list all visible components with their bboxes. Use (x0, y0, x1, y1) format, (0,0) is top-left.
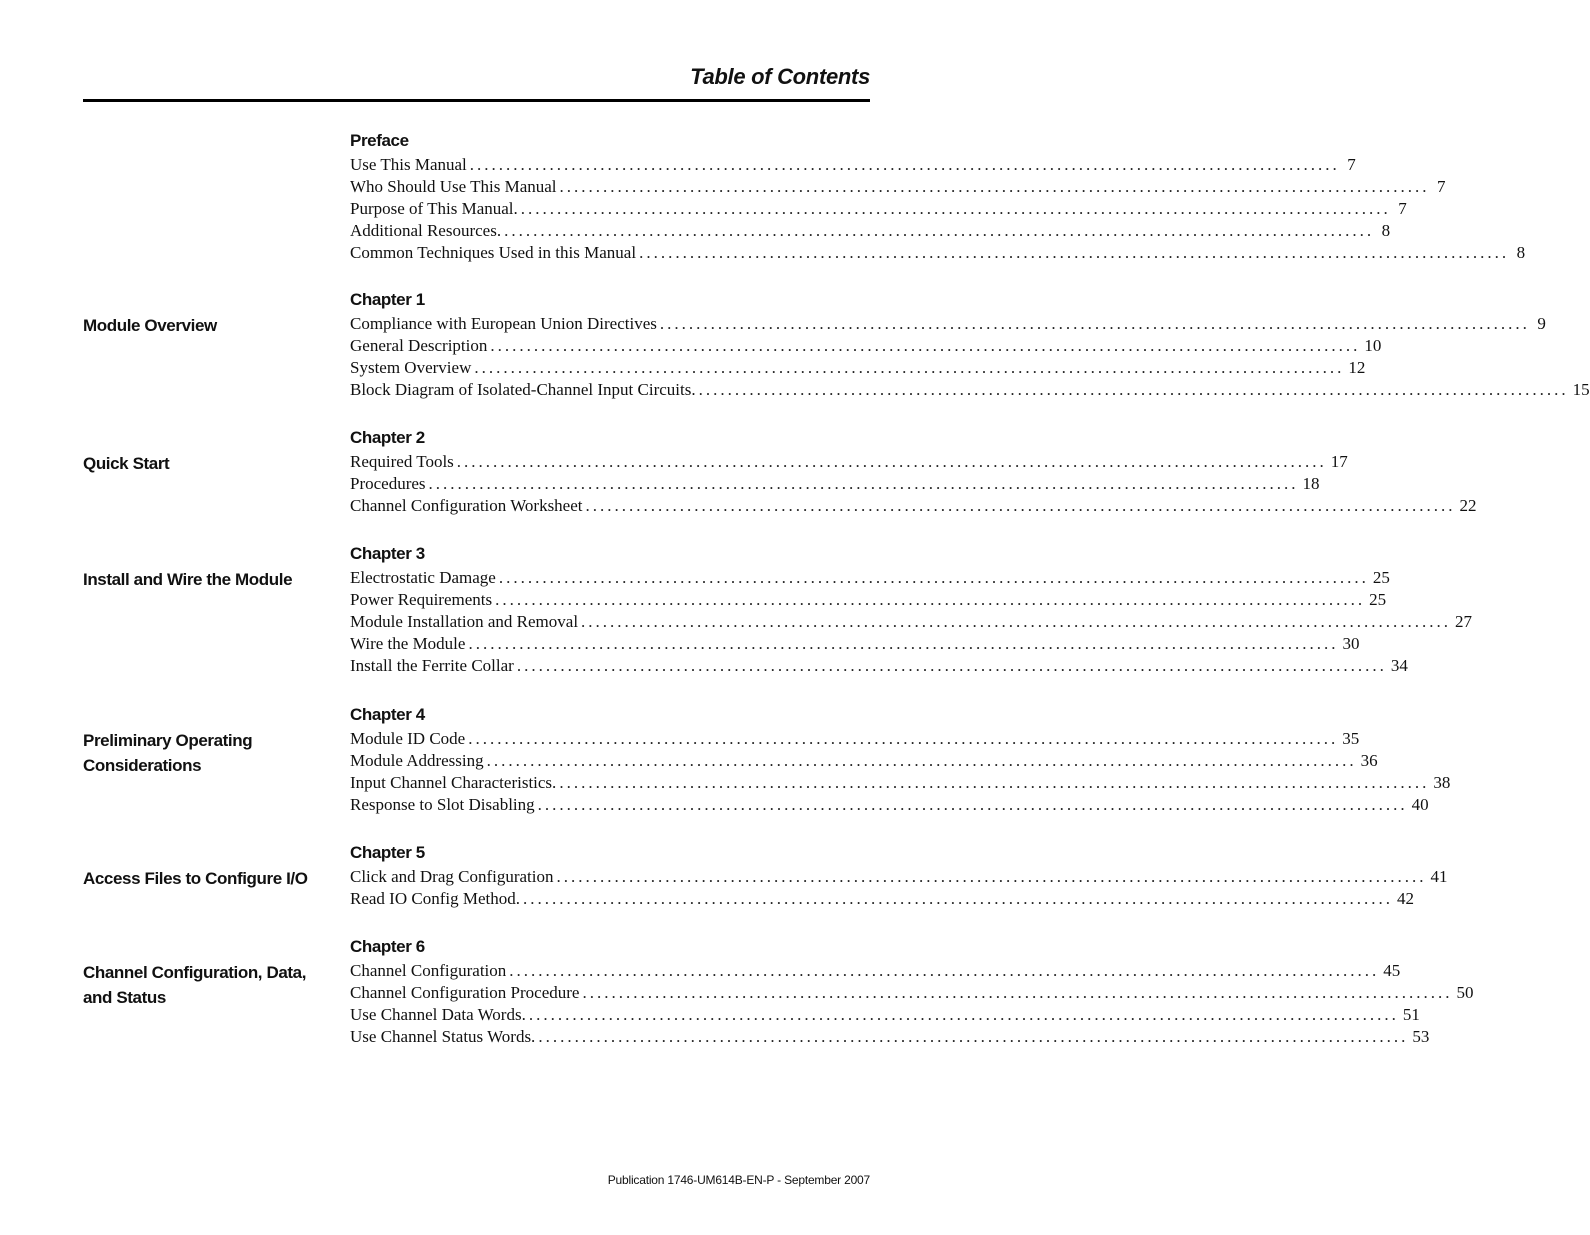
dot-leader: ........................................................................................................................ (520, 199, 1391, 218)
toc-entry-label: Procedures (350, 474, 426, 493)
dot-leader: ........................................................................................................................ (585, 496, 1456, 515)
toc-entry-label: General Description (350, 336, 488, 355)
section-heading: Chapter 2 (350, 428, 425, 447)
toc-entry[interactable] (350, 982, 1474, 1004)
toc-entry[interactable] (350, 451, 1348, 473)
toc-entry[interactable] (350, 357, 1366, 379)
chapter-title: Module Overview (83, 316, 217, 335)
section-heading: Chapter 4 (350, 705, 425, 724)
section-heading: Chapter 3 (350, 544, 425, 563)
dot-leader: ........................................................................................................................ (468, 634, 1339, 653)
toc-entry[interactable] (350, 495, 1477, 517)
toc-entry[interactable] (350, 1026, 1430, 1048)
dot-leader: ........................................................................................................................ (559, 773, 1430, 792)
section-heading: Preface (350, 131, 409, 150)
dot-leader: ........................................................................................................................ (428, 474, 1299, 493)
toc-entry-label: Compliance with European Union Directives (350, 314, 657, 333)
chapter-title: Channel Configuration, Data, and Status (83, 963, 307, 1007)
toc-entry-page: 45 (1383, 961, 1401, 980)
toc-entry-page: 17 (1330, 452, 1348, 471)
toc-entry[interactable] (350, 379, 1590, 401)
toc-entry-page: 51 (1402, 1005, 1420, 1024)
toc-entry[interactable] (350, 728, 1360, 750)
toc-entry-page: 25 (1372, 568, 1390, 587)
dot-leader: ........................................................................................................................ (456, 452, 1327, 471)
toc-entry[interactable] (350, 220, 1391, 242)
section-heading: Chapter 6 (350, 937, 425, 956)
toc-entry-page: 40 (1411, 795, 1429, 814)
toc-entry-label: Block Diagram of Isolated-Channel Input Circuits. (350, 380, 696, 399)
toc-entry-page: 10 (1364, 336, 1382, 355)
toc-entry-page: 41 (1430, 867, 1448, 886)
toc-entry-page: 9 (1537, 314, 1546, 333)
toc-entry-page: 53 (1412, 1027, 1430, 1046)
toc-entry[interactable] (350, 473, 1320, 495)
toc-entry-page: 30 (1342, 634, 1360, 653)
toc-entry-page: 22 (1459, 496, 1477, 515)
toc-entry-label: Electrostatic Damage (350, 568, 496, 587)
toc-entry[interactable] (350, 154, 1356, 176)
toc-entry-page: 27 (1455, 612, 1473, 631)
dot-leader: ........................................................................................................................ (698, 380, 1569, 399)
dot-leader: ........................................................................................................................ (581, 612, 1452, 631)
toc-entry[interactable] (350, 1004, 1420, 1026)
toc-entry-page: 15 (1572, 380, 1590, 399)
section-heading: Chapter 1 (350, 290, 425, 309)
toc-entry-page: 8 (1516, 243, 1526, 262)
toc-entry-page: 38 (1433, 773, 1451, 792)
toc-entry-label: Module Installation and Removal (350, 612, 579, 631)
dot-leader: ........................................................................................................................ (474, 358, 1345, 377)
toc-entry-page: 7 (1347, 155, 1356, 174)
toc-entry-label: Channel Configuration Procedure (350, 983, 580, 1002)
toc-entry-page: 35 (1342, 729, 1360, 748)
toc-entry-label: Required Tools (350, 452, 454, 471)
toc-entry-label: Read IO Config Method. (350, 889, 520, 908)
dot-leader: ........................................................................................................................ (522, 889, 1393, 908)
dot-leader: ........................................................................................................................ (516, 656, 1387, 675)
toc-entry[interactable] (350, 567, 1390, 589)
publication-footer: Publication 1746-UM614B-EN-P - September 2007 (607, 1173, 870, 1187)
toc-entry-label: Module Addressing (350, 751, 484, 770)
toc-entry-page: 12 (1348, 358, 1366, 377)
toc-entry-page: 50 (1456, 983, 1474, 1002)
toc-entry[interactable] (350, 750, 1378, 772)
chapter-title: Preliminary Operating Considerations (83, 731, 253, 775)
chapter-title: Quick Start (83, 454, 170, 473)
toc-entry-label: Module ID Code (350, 729, 466, 748)
toc-entry-page: 25 (1369, 590, 1387, 609)
toc-entry-label: Channel Configuration Worksheet (350, 496, 583, 515)
toc-entry-label: Input Channel Characteristics. (350, 773, 557, 792)
toc-entry-page: 42 (1396, 889, 1414, 908)
chapter-title: Access Files to Configure I/O (83, 869, 308, 888)
toc-entry-page: 34 (1390, 656, 1408, 675)
dot-leader: ........................................................................................................................ (556, 867, 1427, 886)
toc-entry-label: System Overview (350, 358, 472, 377)
dot-leader: ........................................................................................................................ (490, 336, 1361, 355)
toc-entry-label: Use This Manual (350, 155, 467, 174)
toc-entry[interactable] (350, 772, 1451, 794)
toc-entry[interactable] (350, 960, 1401, 982)
chapter-title: Install and Wire the Module (83, 570, 293, 589)
toc-entry-page: 7 (1398, 199, 1407, 218)
toc-entry-label: Purpose of This Manual. (350, 199, 518, 218)
toc-entry-label: Wire the Module (350, 634, 466, 653)
toc-entry-label: Use Channel Data Words. (350, 1005, 526, 1024)
dot-leader: ........................................................................................................................ (528, 1005, 1399, 1024)
dot-leader: ........................................................................................................................ (537, 795, 1408, 814)
toc-entry[interactable] (350, 794, 1429, 816)
section-heading: Chapter 5 (350, 843, 425, 862)
dot-leader: ........................................................................................................................ (469, 155, 1340, 174)
dot-leader: ........................................................................................................................ (538, 1027, 1409, 1046)
toc-entry-label: Click and Drag Configuration (350, 867, 554, 886)
toc-entry-label: Additional Resources. (350, 221, 502, 240)
dot-leader: ........................................................................................................................ (559, 177, 1430, 196)
dot-leader: ........................................................................................................................ (498, 568, 1369, 587)
toc-entry-page: 7 (1437, 177, 1446, 196)
dot-leader: ........................................................................................................................ (486, 751, 1357, 770)
toc-entry-label: Install the Ferrite Collar (350, 656, 514, 675)
toc-entry[interactable] (350, 866, 1448, 888)
toc-entry-label: Use Channel Status Words. (350, 1027, 536, 1046)
toc-entry[interactable] (350, 888, 1414, 910)
dot-leader: ........................................................................................................................ (468, 729, 1339, 748)
toc-entry-label: Response to Slot Disabling (350, 795, 535, 814)
toc-entry[interactable] (350, 655, 1408, 677)
toc-entry[interactable] (350, 633, 1360, 655)
toc-entry-label: Power Requirements (350, 590, 493, 609)
dot-leader: ........................................................................................................................ (582, 983, 1453, 1002)
toc-entry-label: Channel Configuration (350, 961, 507, 980)
dot-leader: ........................................................................................................................ (509, 961, 1380, 980)
toc-entry-label: Who Should Use This Manual (350, 177, 557, 196)
toc-entry-page: 8 (1381, 221, 1391, 240)
toc-entry[interactable] (350, 313, 1546, 335)
toc-entry-page: 36 (1360, 751, 1378, 770)
dot-leader: ........................................................................................................................ (659, 314, 1530, 333)
toc-entry[interactable] (350, 589, 1387, 611)
toc-entry-page: 18 (1302, 474, 1320, 493)
toc-entry[interactable] (350, 335, 1382, 357)
page-title: Table of Contents (690, 64, 870, 89)
dot-leader: ........................................................................................................................ (504, 221, 1375, 240)
toc-entry[interactable] (350, 242, 1526, 264)
toc-entry-label: Common Techniques Used in this Manual (350, 243, 637, 262)
dot-leader: ........................................................................................................................ (495, 590, 1366, 609)
dot-leader: ........................................................................................................................ (639, 243, 1510, 262)
toc-entry[interactable] (350, 176, 1446, 198)
toc-entry[interactable] (350, 198, 1407, 220)
toc-entry[interactable] (350, 611, 1473, 633)
